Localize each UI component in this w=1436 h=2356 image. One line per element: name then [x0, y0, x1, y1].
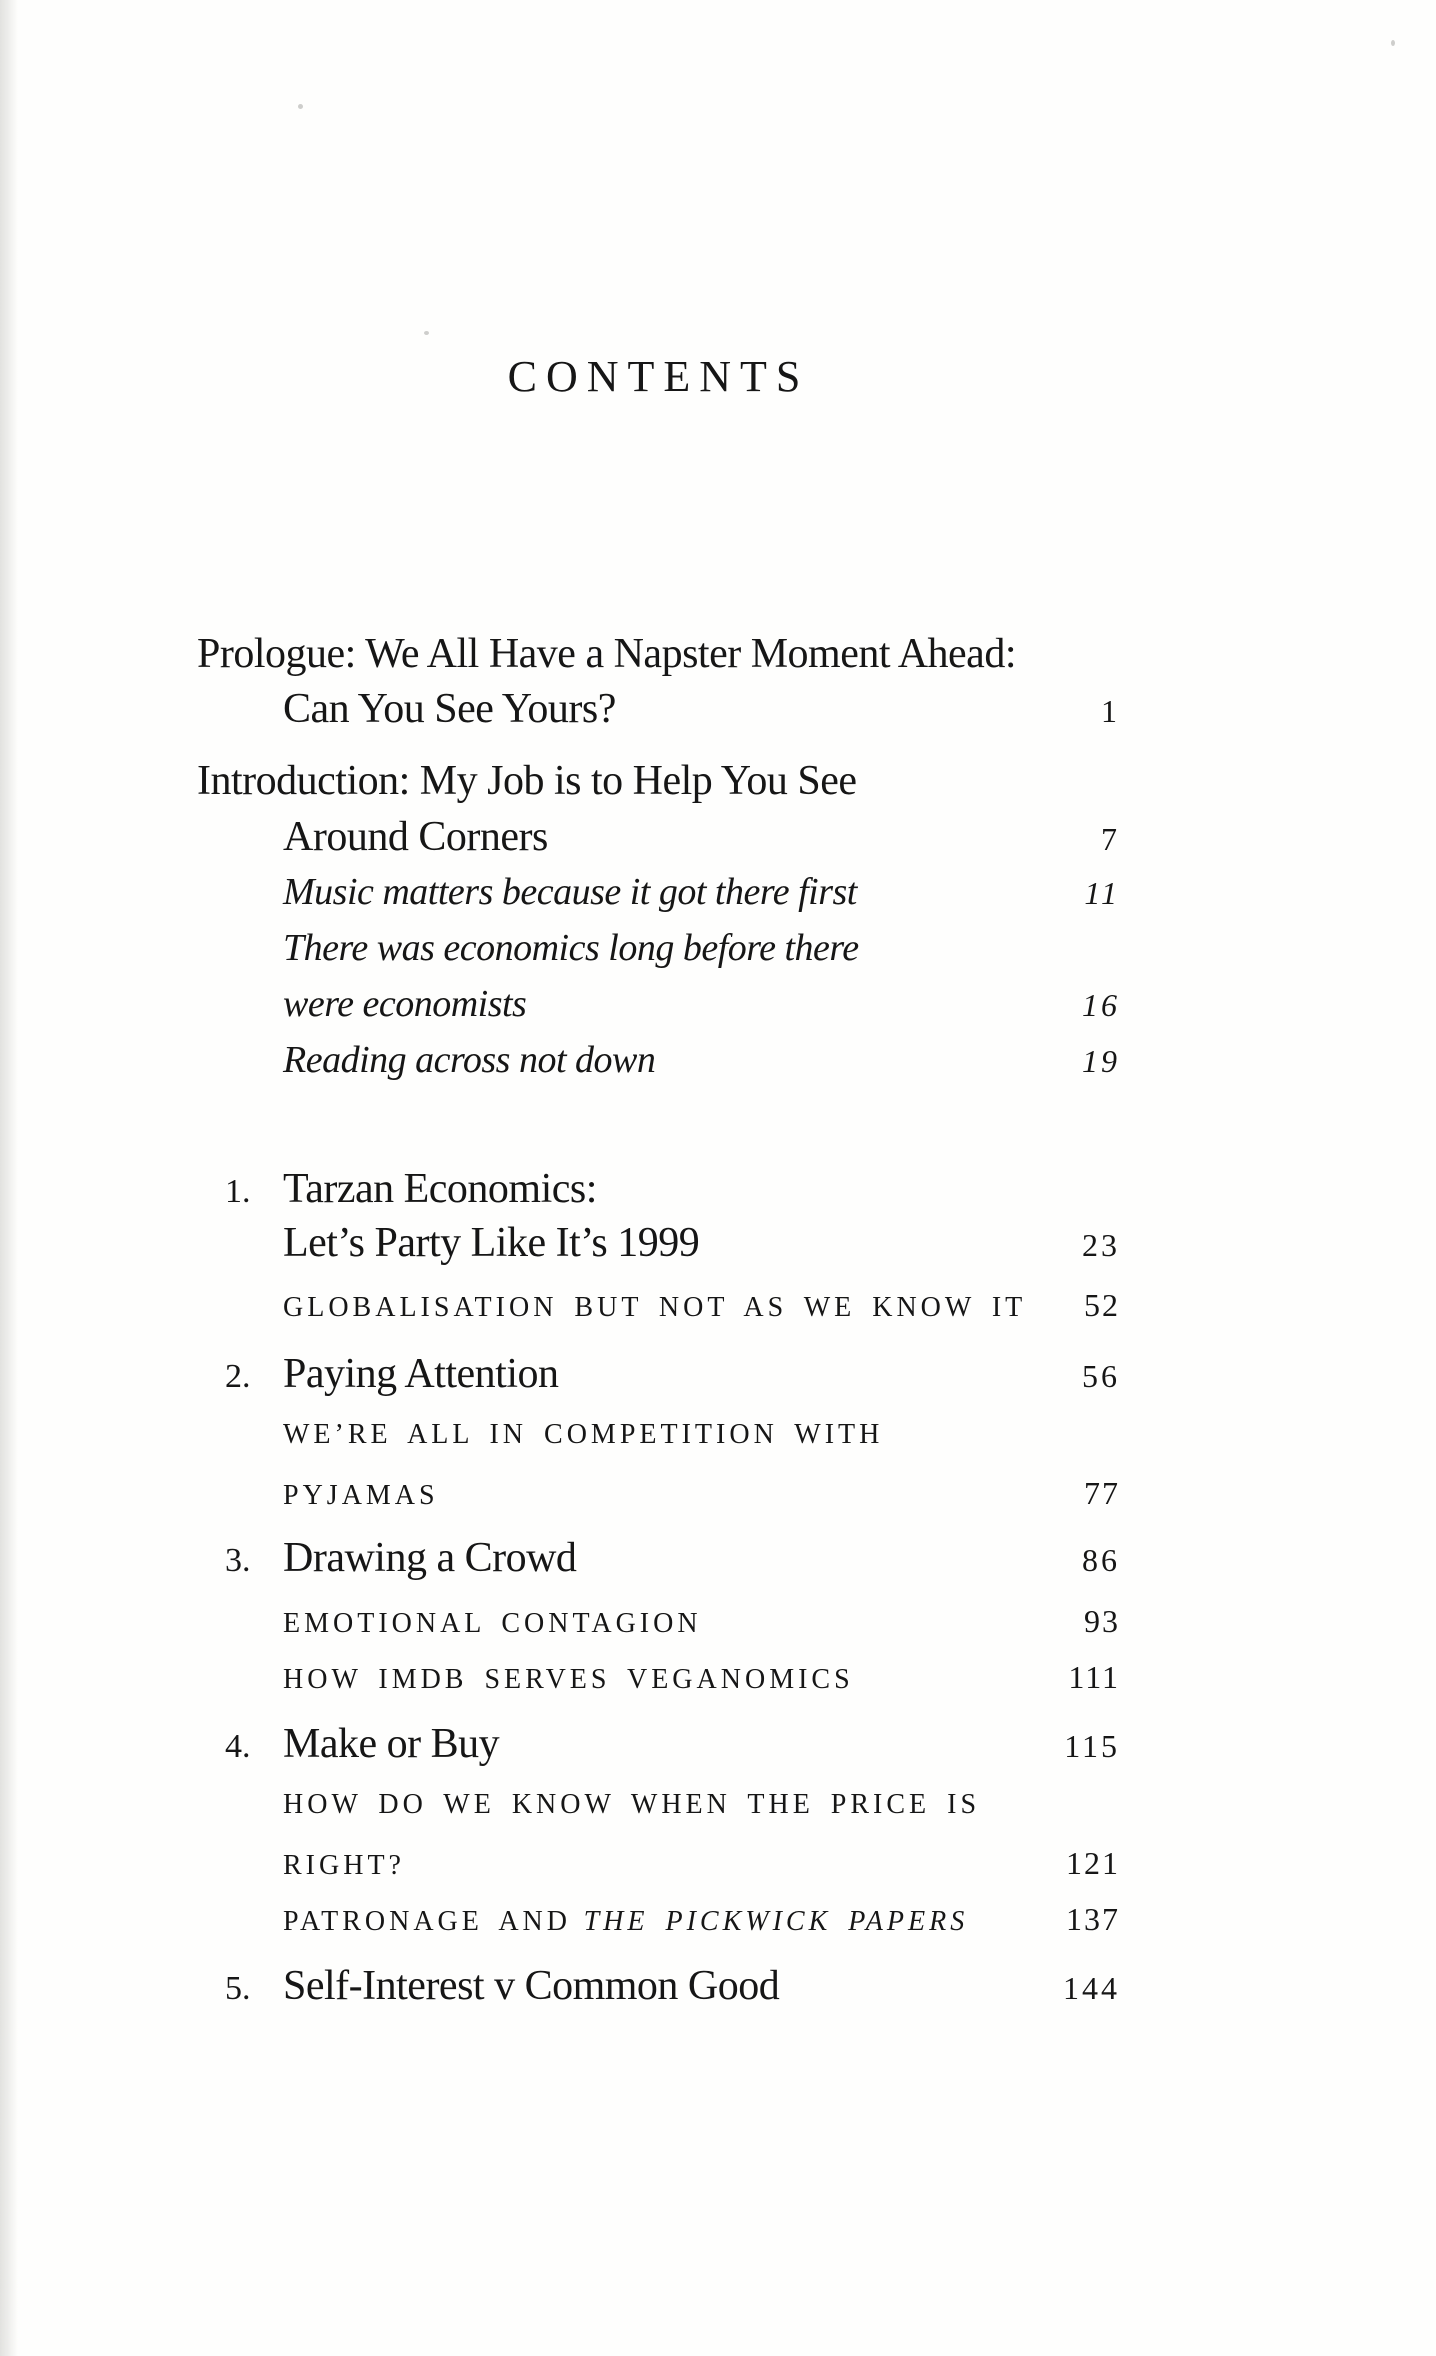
entry-text: Let’s Party Like It’s 1999: [283, 1220, 700, 1266]
chapter-number: 5.: [225, 1970, 251, 2007]
entry-text: PYJAMAS: [283, 1480, 439, 1511]
entry-text: Around Corners: [283, 814, 548, 860]
entry-text: Introduction: My Job is to Help You See: [197, 758, 857, 804]
entry-text: Make or Buy: [283, 1721, 500, 1767]
page-number: 1: [1101, 693, 1120, 729]
toc-subentry: [197, 1661, 1120, 1694]
page-number: 137: [1066, 1901, 1120, 1937]
entry-text: HOW IMDB SERVES VEGANOMICS: [283, 1664, 854, 1695]
entry-text: RIGHT?: [283, 1850, 405, 1881]
scan-edge-strip: [0, 0, 18, 2356]
toc-entry-prologue-line2: [197, 688, 1120, 730]
entry-text: Self-Interest v Common Good: [283, 1963, 780, 2009]
page-number: 111: [1068, 1659, 1120, 1695]
toc-subentry-line2: [197, 1477, 1120, 1510]
page-number: 77: [1084, 1475, 1120, 1511]
page-number: 86: [1082, 1542, 1120, 1578]
entry-text: HOW DO WE KNOW WHEN THE PRICE IS: [283, 1789, 981, 1820]
toc-subentry: [197, 873, 1120, 911]
page-title-text: CONTENTS: [507, 352, 810, 401]
entry-text: There was economics long before there: [283, 927, 859, 969]
toc-chapter-2: [197, 1353, 1120, 1395]
toc-chapter-1-line1: [197, 1168, 1120, 1210]
page-number: 16: [1082, 987, 1120, 1023]
page-number: 144: [1063, 1970, 1120, 2006]
page-number: 115: [1064, 1728, 1120, 1764]
chapter-number: 2.: [225, 1358, 251, 1395]
entry-text: GLOBALISATION BUT NOT AS WE KNOW IT: [283, 1292, 1027, 1323]
page-number: 52: [1084, 1287, 1120, 1323]
entry-text: were economists: [283, 983, 527, 1025]
page-number: 56: [1082, 1358, 1120, 1394]
page-number: 93: [1084, 1603, 1120, 1639]
entry-text: Paying Attention: [283, 1351, 559, 1397]
toc-content: [197, 0, 1120, 2356]
toc-chapter-5: [197, 1965, 1120, 2007]
toc-subentry-line1: [197, 1421, 1120, 1449]
entry-text: Prologue: We All Have a Napster Moment Ahead:: [197, 631, 1016, 677]
toc-subentry: [197, 1903, 1120, 1936]
toc-subentry-line2: [197, 1847, 1120, 1880]
scan-speck: [1391, 40, 1395, 46]
page-title: [197, 352, 1120, 401]
toc-subentry-line1: [197, 929, 1120, 967]
toc-subentry-line2: [197, 985, 1120, 1023]
chapter-number: 3.: [225, 1542, 251, 1579]
toc-subentry: [197, 1605, 1120, 1638]
toc-subentry-line1: [197, 1791, 1120, 1819]
toc-chapter-1-line2: [197, 1222, 1120, 1264]
toc-entry-introduction-line1: [197, 760, 1120, 802]
chapter-number: 4.: [225, 1728, 251, 1765]
toc-subentry: [197, 1289, 1120, 1322]
page-number: 11: [1084, 875, 1120, 911]
chapter-number: 1.: [225, 1173, 251, 1210]
entry-text: PATRONAGE AND: [283, 1906, 572, 1937]
toc-entry-introduction-line2: [197, 816, 1120, 858]
page-number: 23: [1082, 1227, 1120, 1263]
page-number: 7: [1101, 821, 1120, 857]
entry-text: Drawing a Crowd: [283, 1535, 577, 1581]
toc-chapter-3: [197, 1537, 1120, 1579]
page-number: 19: [1082, 1043, 1120, 1079]
page-number: 121: [1066, 1845, 1120, 1881]
toc-entry-prologue-line1: [197, 633, 1120, 675]
entry-text-italic-title: THE PICKWICK PAPERS: [583, 1906, 969, 1937]
entry-text: Can You See Yours?: [283, 686, 616, 732]
entry-text: EMOTIONAL CONTAGION: [283, 1608, 702, 1639]
entry-text: Tarzan Economics:: [283, 1166, 597, 1212]
entry-text: Music matters because it got there first: [283, 871, 857, 913]
toc-chapter-4: [197, 1723, 1120, 1765]
entry-text: Reading across not down: [283, 1039, 656, 1081]
entry-text: WE’RE ALL IN COMPETITION WITH: [283, 1419, 884, 1450]
toc-subentry: [197, 1041, 1120, 1079]
